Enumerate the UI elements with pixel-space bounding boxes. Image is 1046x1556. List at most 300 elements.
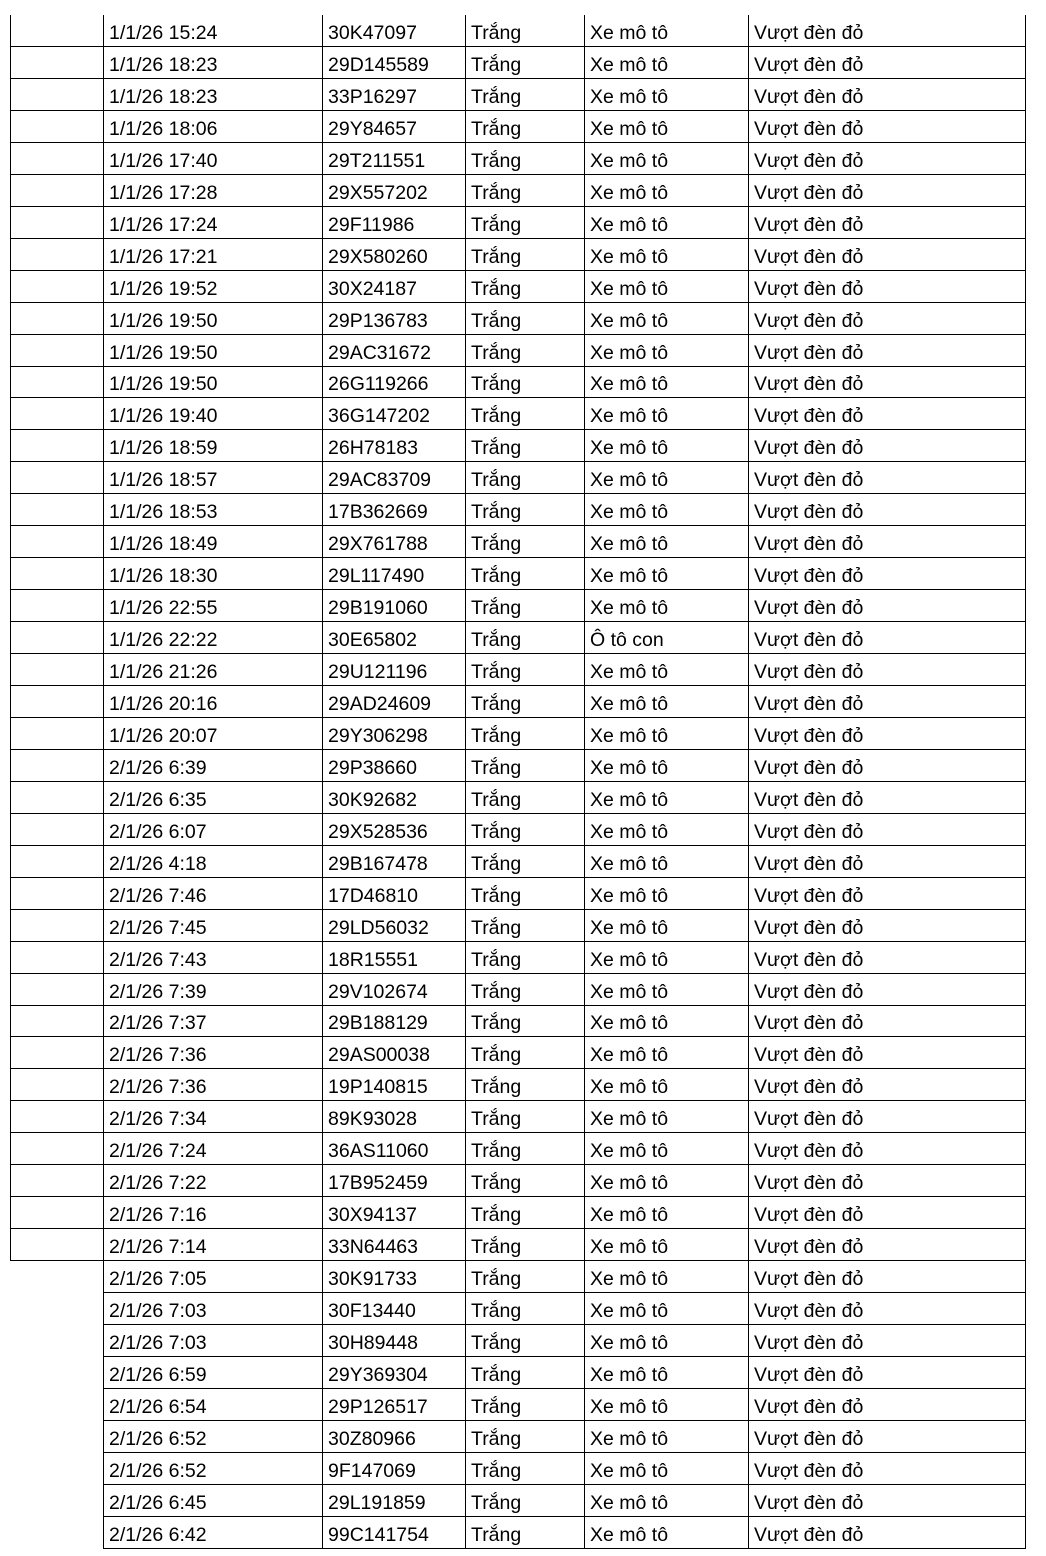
violation-cell: Vượt đèn đỏ (748, 942, 1026, 974)
plate-cell: 29P136783 (322, 303, 466, 335)
time-cell: 2/1/26 7:14 (103, 1229, 323, 1261)
violation-cell: Vượt đèn đỏ (748, 686, 1026, 718)
plate-cell: 29D145589 (322, 47, 466, 79)
empty-cell (10, 335, 104, 367)
vehicle-type-cell: Xe mô tô (584, 1101, 749, 1133)
vehicle-type-cell: Xe mô tô (584, 494, 749, 526)
table-row (0, 718, 1046, 750)
color-cell: Trắng (465, 1421, 585, 1453)
vehicle-type-cell: Xe mô tô (584, 1453, 749, 1485)
vehicle-type-cell: Xe mô tô (584, 718, 749, 750)
time-cell: 1/1/26 18:59 (103, 430, 323, 462)
table-row (0, 1325, 1046, 1357)
plate-cell: 26H78183 (322, 430, 466, 462)
vehicle-type-cell: Xe mô tô (584, 1517, 749, 1549)
violation-cell: Vượt đèn đỏ (748, 910, 1026, 942)
vehicle-type-cell: Xe mô tô (584, 814, 749, 846)
empty-cell (10, 462, 104, 494)
vehicle-type-cell: Xe mô tô (584, 15, 749, 47)
time-cell: 1/1/26 20:16 (103, 686, 323, 718)
empty-cell (10, 1101, 104, 1133)
empty-cell (10, 942, 104, 974)
table-row (0, 814, 1046, 846)
vehicle-type-cell: Xe mô tô (584, 111, 749, 143)
plate-cell: 29B191060 (322, 590, 466, 622)
vehicle-type-cell: Xe mô tô (584, 1133, 749, 1165)
violation-cell: Vượt đèn đỏ (748, 1325, 1026, 1357)
color-cell: Trắng (465, 1261, 585, 1293)
time-cell: 2/1/26 7:05 (103, 1261, 323, 1293)
plate-cell: 19P140815 (322, 1069, 466, 1101)
vehicle-type-cell: Xe mô tô (584, 271, 749, 303)
violation-cell: Vượt đèn đỏ (748, 718, 1026, 750)
color-cell: Trắng (465, 782, 585, 814)
violation-cell: Vượt đèn đỏ (748, 1293, 1026, 1325)
plate-cell: 29B167478 (322, 846, 466, 878)
plate-cell: 29F11986 (322, 207, 466, 239)
empty-cell (10, 526, 104, 558)
plate-cell: 30Z80966 (322, 1421, 466, 1453)
color-cell: Trắng (465, 814, 585, 846)
color-cell: Trắng (465, 1453, 585, 1485)
table-row (0, 782, 1046, 814)
plate-cell: 30X24187 (322, 271, 466, 303)
color-cell: Trắng (465, 1165, 585, 1197)
violation-cell: Vượt đèn đỏ (748, 1485, 1026, 1517)
empty-cell (10, 111, 104, 143)
time-cell: 2/1/26 7:24 (103, 1133, 323, 1165)
empty-cell (10, 910, 104, 942)
violation-cell: Vượt đèn đỏ (748, 398, 1026, 430)
plate-cell: 29P126517 (322, 1389, 466, 1421)
time-cell: 2/1/26 6:39 (103, 750, 323, 782)
empty-cell (10, 47, 104, 79)
time-cell: 1/1/26 18:06 (103, 111, 323, 143)
violation-cell: Vượt đèn đỏ (748, 1357, 1026, 1389)
table-row (0, 462, 1046, 494)
time-cell: 1/1/26 18:53 (103, 494, 323, 526)
time-cell: 2/1/26 6:07 (103, 814, 323, 846)
table-row (0, 1261, 1046, 1293)
table-row (0, 1037, 1046, 1069)
table-row (0, 1069, 1046, 1101)
violation-cell: Vượt đèn đỏ (748, 1101, 1026, 1133)
violation-cell: Vượt đèn đỏ (748, 750, 1026, 782)
plate-cell: 30K91733 (322, 1261, 466, 1293)
vehicle-type-cell: Xe mô tô (584, 590, 749, 622)
table-row (0, 1229, 1046, 1261)
time-cell: 2/1/26 6:42 (103, 1517, 323, 1549)
vehicle-type-cell: Xe mô tô (584, 1037, 749, 1069)
empty-cell (10, 814, 104, 846)
empty-cell (10, 1133, 104, 1165)
time-cell: 2/1/26 7:43 (103, 942, 323, 974)
vehicle-type-cell: Xe mô tô (584, 303, 749, 335)
color-cell: Trắng (465, 1293, 585, 1325)
time-cell: 2/1/26 7:03 (103, 1325, 323, 1357)
color-cell: Trắng (465, 143, 585, 175)
plate-cell: 30K92682 (322, 782, 466, 814)
table-row (0, 942, 1046, 974)
violation-cell: Vượt đèn đỏ (748, 1261, 1026, 1293)
violation-cell: Vượt đèn đỏ (748, 782, 1026, 814)
violation-cell: Vượt đèn đỏ (748, 1229, 1026, 1261)
table-row (0, 271, 1046, 303)
violation-cell: Vượt đèn đỏ (748, 79, 1026, 111)
table-row (0, 1389, 1046, 1421)
time-cell: 2/1/26 7:16 (103, 1197, 323, 1229)
empty-cell (10, 622, 104, 654)
table-row (0, 1357, 1046, 1389)
color-cell: Trắng (465, 686, 585, 718)
empty-cell (10, 1197, 104, 1229)
vehicle-type-cell: Xe mô tô (584, 1293, 749, 1325)
violation-cell: Vượt đèn đỏ (748, 207, 1026, 239)
time-cell: 2/1/26 6:54 (103, 1389, 323, 1421)
color-cell: Trắng (465, 942, 585, 974)
time-cell: 2/1/26 7:36 (103, 1037, 323, 1069)
violation-cell: Vượt đèn đỏ (748, 111, 1026, 143)
table-row (0, 335, 1046, 367)
color-cell: Trắng (465, 910, 585, 942)
empty-cell (10, 558, 104, 590)
time-cell: 1/1/26 19:50 (103, 335, 323, 367)
time-cell: 1/1/26 17:40 (103, 143, 323, 175)
empty-cell (10, 175, 104, 207)
color-cell: Trắng (465, 1485, 585, 1517)
color-cell: Trắng (465, 1389, 585, 1421)
time-cell: 2/1/26 6:45 (103, 1485, 323, 1517)
plate-cell: 17D46810 (322, 878, 466, 910)
vehicle-type-cell: Xe mô tô (584, 910, 749, 942)
vehicle-type-cell: Xe mô tô (584, 1421, 749, 1453)
color-cell: Trắng (465, 654, 585, 686)
violation-cell: Vượt đèn đỏ (748, 1069, 1026, 1101)
table-row (0, 47, 1046, 79)
table-row (0, 686, 1046, 718)
time-cell: 1/1/26 20:07 (103, 718, 323, 750)
color-cell: Trắng (465, 1133, 585, 1165)
vehicle-type-cell: Xe mô tô (584, 974, 749, 1006)
violation-cell: Vượt đèn đỏ (748, 1517, 1026, 1549)
empty-cell (10, 878, 104, 910)
time-cell: 1/1/26 17:28 (103, 175, 323, 207)
empty-cell (10, 1229, 104, 1261)
time-cell: 2/1/26 7:36 (103, 1069, 323, 1101)
vehicle-type-cell: Xe mô tô (584, 1229, 749, 1261)
vehicle-type-cell: Xe mô tô (584, 1197, 749, 1229)
table-row (0, 15, 1046, 47)
violation-cell: Vượt đèn đỏ (748, 303, 1026, 335)
table-row (0, 526, 1046, 558)
table-row (0, 366, 1046, 398)
plate-cell: 30F13440 (322, 1293, 466, 1325)
empty-cell (10, 366, 104, 398)
violation-cell: Vượt đèn đỏ (748, 526, 1026, 558)
vehicle-type-cell: Xe mô tô (584, 239, 749, 271)
plate-cell: 29P38660 (322, 750, 466, 782)
vehicle-type-cell: Xe mô tô (584, 942, 749, 974)
plate-cell: 29T211551 (322, 143, 466, 175)
time-cell: 1/1/26 15:24 (103, 15, 323, 47)
empty-cell (10, 718, 104, 750)
color-cell: Trắng (465, 47, 585, 79)
time-cell: 1/1/26 19:50 (103, 303, 323, 335)
violation-cell: Vượt đèn đỏ (748, 622, 1026, 654)
color-cell: Trắng (465, 878, 585, 910)
plate-cell: 29V102674 (322, 974, 466, 1006)
vehicle-type-cell: Xe mô tô (584, 1325, 749, 1357)
table-row (0, 1293, 1046, 1325)
time-cell: 2/1/26 7:37 (103, 1005, 323, 1037)
color-cell: Trắng (465, 303, 585, 335)
empty-cell (10, 1165, 104, 1197)
color-cell: Trắng (465, 1069, 585, 1101)
empty-cell (10, 143, 104, 175)
empty-cell (10, 430, 104, 462)
time-cell: 2/1/26 7:46 (103, 878, 323, 910)
time-cell: 2/1/26 7:03 (103, 1293, 323, 1325)
empty-cell (10, 494, 104, 526)
vehicle-type-cell: Xe mô tô (584, 366, 749, 398)
plate-cell: 36AS11060 (322, 1133, 466, 1165)
vehicle-type-cell: Xe mô tô (584, 1485, 749, 1517)
table-row (0, 1165, 1046, 1197)
time-cell: 1/1/26 18:23 (103, 79, 323, 111)
plate-cell: 29AC31672 (322, 335, 466, 367)
table-row (0, 398, 1046, 430)
empty-cell (10, 271, 104, 303)
color-cell: Trắng (465, 111, 585, 143)
plate-cell: 29Y369304 (322, 1357, 466, 1389)
empty-cell (10, 686, 104, 718)
table-row (0, 143, 1046, 175)
color-cell: Trắng (465, 1037, 585, 1069)
vehicle-type-cell: Xe mô tô (584, 750, 749, 782)
time-cell: 2/1/26 4:18 (103, 846, 323, 878)
time-cell: 2/1/26 6:35 (103, 782, 323, 814)
violation-cell: Vượt đèn đỏ (748, 143, 1026, 175)
vehicle-type-cell: Ô tô con (584, 622, 749, 654)
vehicle-type-cell: Xe mô tô (584, 1261, 749, 1293)
plate-cell: 29U121196 (322, 654, 466, 686)
time-cell: 1/1/26 21:26 (103, 654, 323, 686)
plate-cell: 30H89448 (322, 1325, 466, 1357)
plate-cell: 26G119266 (322, 366, 466, 398)
empty-cell (10, 654, 104, 686)
time-cell: 1/1/26 17:21 (103, 239, 323, 271)
plate-cell: 17B362669 (322, 494, 466, 526)
violation-cell: Vượt đèn đỏ (748, 15, 1026, 47)
time-cell: 1/1/26 18:23 (103, 47, 323, 79)
table-row (0, 622, 1046, 654)
color-cell: Trắng (465, 462, 585, 494)
plate-cell: 29X557202 (322, 175, 466, 207)
empty-cell (10, 239, 104, 271)
plate-cell: 99C141754 (322, 1517, 466, 1549)
time-cell: 1/1/26 19:40 (103, 398, 323, 430)
empty-cell (10, 846, 104, 878)
violation-cell: Vượt đèn đỏ (748, 1005, 1026, 1037)
empty-cell (10, 1037, 104, 1069)
violation-cell: Vượt đèn đỏ (748, 494, 1026, 526)
vehicle-type-cell: Xe mô tô (584, 430, 749, 462)
time-cell: 1/1/26 18:49 (103, 526, 323, 558)
color-cell: Trắng (465, 15, 585, 47)
time-cell: 1/1/26 19:52 (103, 271, 323, 303)
table-row (0, 79, 1046, 111)
plate-cell: 29AD24609 (322, 686, 466, 718)
color-cell: Trắng (465, 1517, 585, 1549)
color-cell: Trắng (465, 1005, 585, 1037)
table-row (0, 878, 1046, 910)
empty-cell (10, 590, 104, 622)
violation-cell: Vượt đèn đỏ (748, 430, 1026, 462)
color-cell: Trắng (465, 974, 585, 1006)
table-row (0, 910, 1046, 942)
plate-cell: 36G147202 (322, 398, 466, 430)
violation-cell: Vượt đèn đỏ (748, 1165, 1026, 1197)
empty-cell (10, 782, 104, 814)
color-cell: Trắng (465, 494, 585, 526)
table-row (0, 1133, 1046, 1165)
plate-cell: 29X580260 (322, 239, 466, 271)
violation-cell: Vượt đèn đỏ (748, 1037, 1026, 1069)
color-cell: Trắng (465, 79, 585, 111)
table-row (0, 303, 1046, 335)
time-cell: 1/1/26 18:57 (103, 462, 323, 494)
color-cell: Trắng (465, 622, 585, 654)
vehicle-type-cell: Xe mô tô (584, 143, 749, 175)
table-row (0, 750, 1046, 782)
table-row (0, 846, 1046, 878)
vehicle-type-cell: Xe mô tô (584, 1069, 749, 1101)
table-row (0, 558, 1046, 590)
violation-cell: Vượt đèn đỏ (748, 1133, 1026, 1165)
table-row (0, 1005, 1046, 1037)
color-cell: Trắng (465, 1229, 585, 1261)
plate-cell: 29L191859 (322, 1485, 466, 1517)
vehicle-type-cell: Xe mô tô (584, 526, 749, 558)
color-cell: Trắng (465, 1325, 585, 1357)
color-cell: Trắng (465, 430, 585, 462)
vehicle-type-cell: Xe mô tô (584, 686, 749, 718)
vehicle-type-cell: Xe mô tô (584, 1357, 749, 1389)
plate-cell: 17B952459 (322, 1165, 466, 1197)
violation-cell: Vượt đèn đỏ (748, 814, 1026, 846)
violation-cell: Vượt đèn đỏ (748, 271, 1026, 303)
empty-cell (10, 207, 104, 239)
color-cell: Trắng (465, 335, 585, 367)
vehicle-type-cell: Xe mô tô (584, 335, 749, 367)
violation-cell: Vượt đèn đỏ (748, 239, 1026, 271)
violation-cell: Vượt đèn đỏ (748, 1197, 1026, 1229)
violation-cell: Vượt đèn đỏ (748, 335, 1026, 367)
time-cell: 1/1/26 18:30 (103, 558, 323, 590)
vehicle-type-cell: Xe mô tô (584, 846, 749, 878)
vehicle-type-cell: Xe mô tô (584, 79, 749, 111)
plate-cell: 29LD56032 (322, 910, 466, 942)
plate-cell: 29Y306298 (322, 718, 466, 750)
table-row (0, 1421, 1046, 1453)
violation-cell: Vượt đèn đỏ (748, 1421, 1026, 1453)
empty-cell (10, 750, 104, 782)
vehicle-type-cell: Xe mô tô (584, 1389, 749, 1421)
table-row (0, 654, 1046, 686)
empty-cell (10, 398, 104, 430)
time-cell: 2/1/26 7:39 (103, 974, 323, 1006)
time-cell: 1/1/26 22:55 (103, 590, 323, 622)
empty-cell (10, 1069, 104, 1101)
color-cell: Trắng (465, 398, 585, 430)
violation-cell: Vượt đèn đỏ (748, 1453, 1026, 1485)
color-cell: Trắng (465, 207, 585, 239)
time-cell: 2/1/26 6:52 (103, 1453, 323, 1485)
table-row (0, 239, 1046, 271)
plate-cell: 30K47097 (322, 15, 466, 47)
violation-cell: Vượt đèn đỏ (748, 558, 1026, 590)
table-row (0, 1101, 1046, 1133)
table-row (0, 1485, 1046, 1517)
plate-cell: 29Y84657 (322, 111, 466, 143)
vehicle-type-cell: Xe mô tô (584, 782, 749, 814)
violation-cell: Vượt đèn đỏ (748, 590, 1026, 622)
time-cell: 2/1/26 7:34 (103, 1101, 323, 1133)
violation-cell: Vượt đèn đỏ (748, 974, 1026, 1006)
color-cell: Trắng (465, 718, 585, 750)
time-cell: 2/1/26 6:52 (103, 1421, 323, 1453)
color-cell: Trắng (465, 526, 585, 558)
color-cell: Trắng (465, 1197, 585, 1229)
table-row (0, 1197, 1046, 1229)
vehicle-type-cell: Xe mô tô (584, 878, 749, 910)
table-row (0, 111, 1046, 143)
table-row (0, 430, 1046, 462)
violation-cell: Vượt đèn đỏ (748, 47, 1026, 79)
empty-cell (10, 974, 104, 1006)
empty-cell (10, 15, 104, 47)
plate-cell: 29X528536 (322, 814, 466, 846)
violation-cell: Vượt đèn đỏ (748, 654, 1026, 686)
violation-cell: Vượt đèn đỏ (748, 366, 1026, 398)
time-cell: 2/1/26 6:59 (103, 1357, 323, 1389)
color-cell: Trắng (465, 366, 585, 398)
plate-cell: 29L117490 (322, 558, 466, 590)
plate-cell: 29X761788 (322, 526, 466, 558)
table-row (0, 590, 1046, 622)
vehicle-type-cell: Xe mô tô (584, 207, 749, 239)
plate-cell: 29AC83709 (322, 462, 466, 494)
color-cell: Trắng (465, 1357, 585, 1389)
time-cell: 2/1/26 7:45 (103, 910, 323, 942)
empty-cell (10, 79, 104, 111)
vehicle-type-cell: Xe mô tô (584, 558, 749, 590)
color-cell: Trắng (465, 846, 585, 878)
vehicle-type-cell: Xe mô tô (584, 47, 749, 79)
table-row (0, 1517, 1046, 1549)
color-cell: Trắng (465, 271, 585, 303)
plate-cell: 30E65802 (322, 622, 466, 654)
plate-cell: 29B188129 (322, 1005, 466, 1037)
plate-cell: 89K93028 (322, 1101, 466, 1133)
color-cell: Trắng (465, 750, 585, 782)
violation-cell: Vượt đèn đỏ (748, 462, 1026, 494)
empty-cell (10, 303, 104, 335)
vehicle-type-cell: Xe mô tô (584, 1165, 749, 1197)
color-cell: Trắng (465, 558, 585, 590)
time-cell: 2/1/26 7:22 (103, 1165, 323, 1197)
plate-cell: 33N64463 (322, 1229, 466, 1261)
